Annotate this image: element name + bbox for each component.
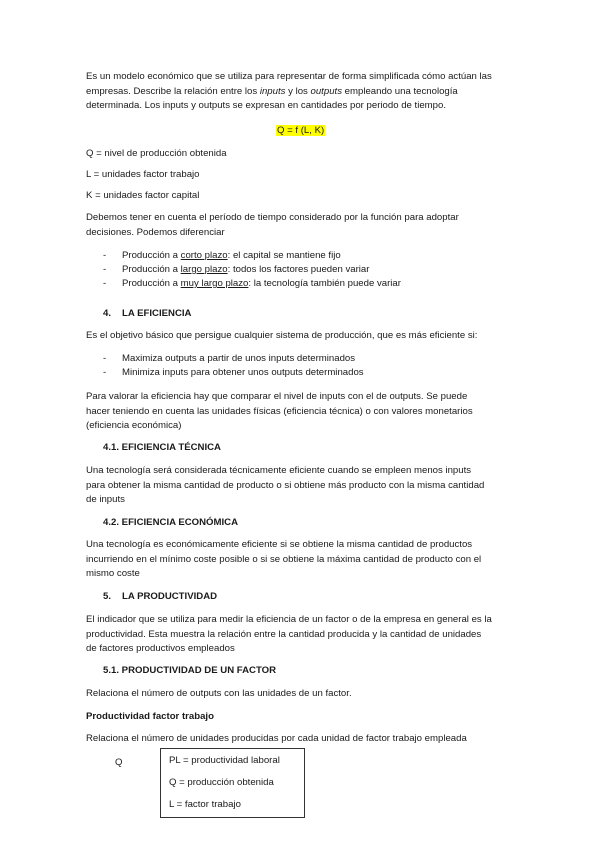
- legend-box: [160, 748, 305, 818]
- legend-pl: PL = productividad laboral: [169, 755, 280, 766]
- section-5-1-heading: 5.1. PRODUCTIVIDAD DE UN FACTOR: [103, 665, 277, 676]
- section-4-2-heading: 4.2. EFICIENCIA ECONÓMICA: [103, 517, 239, 528]
- period-item-short: Producción a corto plazo: el capital se mantiene fijo: [122, 250, 341, 261]
- section-5-heading: LA PRODUCTIVIDAD: [122, 591, 218, 602]
- labour-productivity-heading: Productividad factor trabajo: [86, 711, 214, 722]
- legend-l: L = factor trabajo: [169, 799, 241, 810]
- section-5-number: 5.: [103, 591, 112, 602]
- section-5-paragraph: El indicador que se utiliza para medir la eficiencia de un factor o de la empresa en general es la productividad. Esta muestra la relación entre la cantidad producida y la cantidad de unidades de factores productivos empleados: [86, 614, 492, 655]
- intro-paragraph: [86, 70, 516, 114]
- production-formula: Q = f (L, K): [277, 125, 325, 136]
- section-4-heading: LA EFICIENCIA: [122, 308, 192, 319]
- section-4-paragraph: Para valorar la eficiencia hay que comparar el nivel de inputs con el de outputs. Se puede hacer teniendo en cuenta las unidades físicas (eficiencia técnica) o con valores monetarios (eficiencia económica): [86, 391, 473, 432]
- section-4-intro: Es el objetivo básico que persigue cualquier sistema de producción, que es más eficiente si:: [86, 330, 478, 341]
- definition-q: Q = nivel de producción obtenida: [86, 148, 227, 159]
- section-4-1-heading: 4.1. EFICIENCIA TÉCNICA: [103, 442, 221, 453]
- section-5-1-paragraph: Relaciona el número de outputs con las unidades de un factor.: [86, 688, 352, 699]
- section-4-number: 4.: [103, 308, 112, 319]
- intro-line: Es un modelo económico que se utiliza para representar de forma simplificada cómo actúan las: [86, 71, 492, 82]
- bullet-dash: -: [103, 278, 107, 289]
- efficiency-item: Minimiza inputs para obtener unos outputs determinados: [122, 367, 364, 378]
- section-4-1-paragraph: Una tecnología será considerada técnicamente eficiente cuando se empleen menos inputs para obtener la misma cantidad de producto o si obtiene más producto con la misma cantidad de inputs: [86, 465, 485, 506]
- efficiency-item: Maximiza outputs a partir de unos inputs determinados: [122, 353, 356, 364]
- labour-productivity-text: Relaciona el número de unidades producidas por cada unidad de factor trabajo empleada: [86, 733, 467, 744]
- bullet-dash: -: [103, 353, 107, 364]
- legend-q: Q = producción obtenida: [169, 777, 274, 788]
- bullet-dash: -: [103, 367, 107, 378]
- period-item-long: Producción a largo plazo: todos los factores pueden variar: [122, 264, 370, 275]
- formula-q-label: Q: [115, 757, 123, 768]
- definition-k: K = unidades factor capital: [86, 190, 200, 201]
- bullet-dash: -: [103, 250, 107, 261]
- bullet-dash: -: [103, 264, 107, 275]
- intro-line: determinada. Los inputs y outputs se expresan en cantidades por periodo de tiempo.: [86, 100, 446, 112]
- period-paragraph: Debemos tener en cuenta el período de tiempo considerado por la función para adoptar decisiones. Podemos diferenciar: [86, 212, 459, 238]
- section-4-2-paragraph: Una tecnología es económicamente eficiente si se obtiene la misma cantidad de productos incurriendo en el mínimo coste posible o si se obtiene la máxima cantidad de producto con el mismo coste: [86, 539, 482, 580]
- intro-line: empresas. Describe la relación entre los inputs y los outputs empleando una tecnología: [86, 85, 458, 97]
- definition-l: L = unidades factor trabajo: [86, 169, 200, 180]
- period-item-very-long: Producción a muy largo plazo: la tecnología también puede variar: [122, 278, 401, 289]
